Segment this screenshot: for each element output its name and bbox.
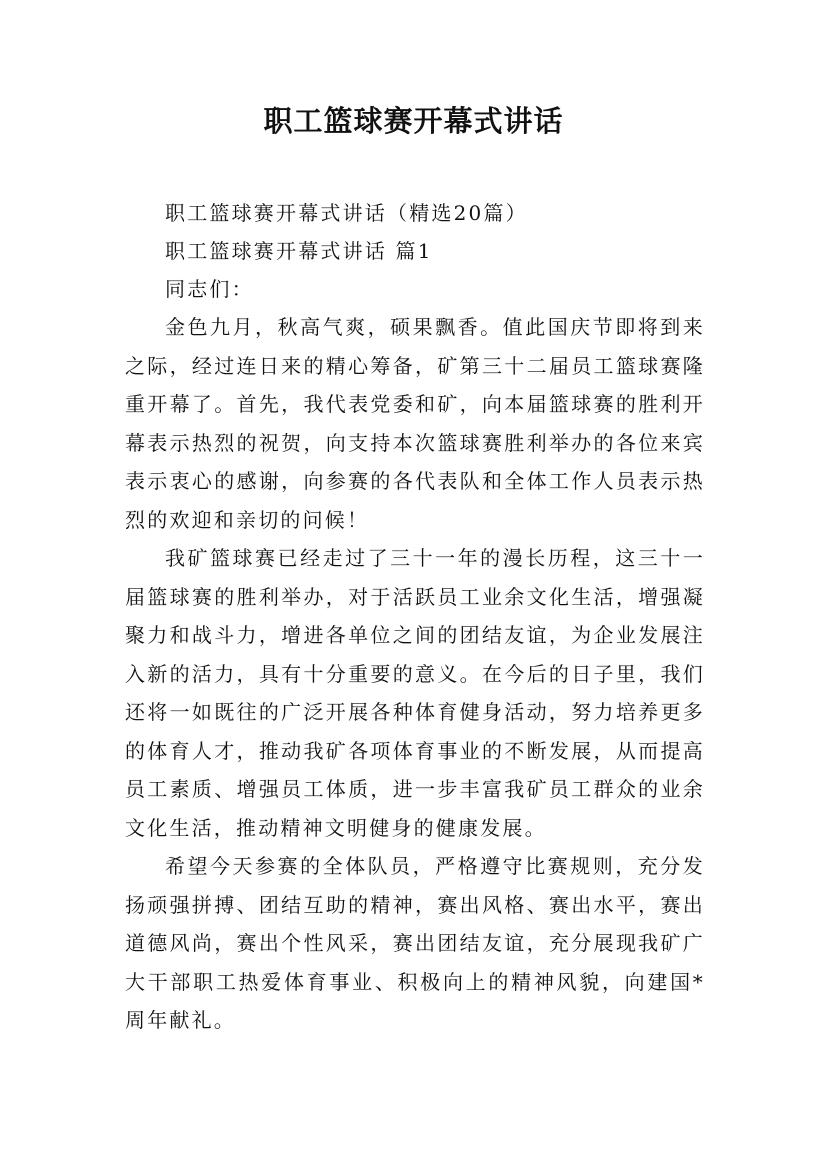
document-body — [125, 194, 705, 1040]
paragraph: 金色九月，秋高气爽，硕果飘香。值此国庆节即将到来之际，经过连日来的精心筹备，矿第三十二届员工篮球赛隆重开幕了。首先，我代表党委和矿，向本届篮球赛的胜利开幕表示热烈的祝贺，向支持本次篮球赛胜利举办的各位来宾表示衷心的感谢，向参赛的各代表队和全体工作人员表示热烈的欢迎和亲切的问候！ — [125, 315, 705, 532]
document-title: 职工篮球赛开幕式讲话 — [263, 104, 564, 138]
document-subtitle: 职工篮球赛开幕式讲话（精选20篇） — [165, 201, 528, 225]
section-heading: 职工篮球赛开幕式讲话 篇1 — [165, 239, 433, 263]
paragraph: 希望今天参赛的全体队员，严格遵守比赛规则，充分发扬顽强拼搏、团结互助的精神，赛出风格、赛出水平，赛出道德风尚，赛出个性风采，赛出团结友谊，充分展现我矿广大干部职工热爱体育事业、积极向上的精神风貌，向建国*周年献礼。 — [125, 854, 705, 1032]
salutation: 同志们： — [165, 277, 254, 301]
paragraph: 我矿篮球赛已经走过了三十一年的漫长历程，这三十一届篮球赛的胜利举办，对于活跃员工业余文化生活，增强凝聚力和战斗力，增进各单位之间的团结友谊，为企业发展注入新的活力，具有十分重要的意义。在今后的日子里，我们还将一如既往的广泛开展各种体育健身活动，努力培养更多的体育人才，推动我矿各项体育事业的不断发展，从而提高员工素质、增强员工体质，进一步丰富我矿员工群众的业余文化生活，推动精神文明健身的健康发展。 — [125, 546, 705, 840]
